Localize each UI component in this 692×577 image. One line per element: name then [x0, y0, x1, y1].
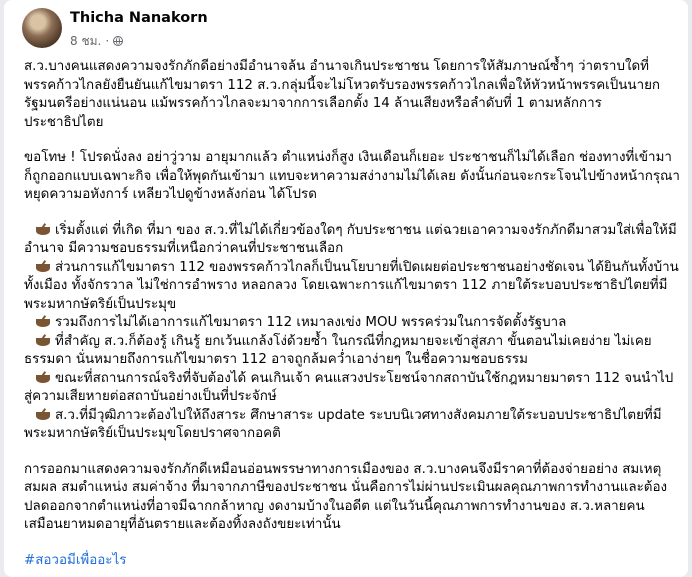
bowl-icon: [36, 262, 52, 272]
bullet-list: [24, 222, 680, 444]
hashtag-link[interactable]: #สอวอมีเพื่ออะไร: [24, 552, 127, 568]
post-paragraph: ขอโทษ ! โปรดนั่งลง อย่าวู่วาม อายุมากแล้ว ตำแหน่งก็สูง เงินเดือนก็เยอะ ประชาชนก็ไม่ได้เลือก ช่องทางที่เข้ามาก็ถูกออกแบบเฉพาะกิจ เพื่อให้พุดกันเข้ามา แทบจะหาความสง่างามไม่ได้เลย ดังนั้นก่อนจะกระโจนไปข้างหน้ากรุณาหยุดความอหังการ์ เหลียวไปดูข้างหลังก่อน ได้โปรด: [24, 150, 680, 202]
bowl-icon: [36, 410, 52, 420]
bullet-item: [24, 222, 680, 259]
post-meta: [70, 32, 123, 51]
post-content: [24, 58, 680, 570]
bullet-text: รวมถึงการไม่ได้เอาการแก้ไขมาตรา 112 เหมาลงเข่ง MOU พรรคร่วมในการจัดตั้งรัฐบาล: [55, 315, 567, 330]
bullet-item: [24, 333, 680, 370]
bullet-text: ขณะที่สถานการณ์จริงที่จับต้องได้ คนเกินเจ้า คนแสวงประโยชน์จากสถาบันใช้กฎหมายมาตรา 112 จนนำไปสู่ความเสียหายต่อสถาบันอย่างเป็นที่ประจักษ์: [24, 370, 674, 404]
post-time[interactable]: 8 ชม.: [70, 34, 102, 48]
bullet-item: [24, 314, 680, 333]
facebook-post: [4, 0, 688, 577]
bullet-text: เริ่มตั้งแต่ ที่เกิด ที่มา ของ ส.ว.ที่ไม่ได้เกี่ยวข้องใดๆ กับประชาชน แต่ฉวยเอาความจงรักภักดีมาสวมใส่เพื่อให้มีอำนาจ มีความชอบธรรมที่เหนือกว่าคนที่ประชาชนเลือก: [24, 222, 677, 256]
author-name[interactable]: Thicha Nanakorn: [70, 10, 208, 26]
bullet-text: ที่สำคัญ ส.ว.ก็ต้องรู้ เกินรู้ ยกเว้นแกล้งโง่ด้วยซ้ำ ในกรณีที่กฎหมายจะเข้าสู่สภา ขั้นตอนไม่เคยง่าย ไม่เคยธรรมดา นั่นหมายถึงการแก้ไขมาตรา 112 อาจถูกล้มคว่ำเอาง่ายๆ ในชื่อความชอบธรรม: [24, 333, 652, 367]
bowl-icon: [36, 336, 52, 346]
avatar[interactable]: [22, 8, 62, 48]
post-paragraph: ส.ว.บางคนแสดงความจงรักภักดีอย่างมีอำนาจล้น อำนาจเกินประชาชน โดยการให้สัมภาษณ์ซ้ำๆ ว่าตราบใดที่พรรคก้าวไกลยังยืนยันแก้ไขมาตรา 112 ส.ว.กลุ่มนี้จะไม่โหวตรับรองพรรคก้าวไกลเพื่อให้หัวหน้าพรรคเป็นนายกรัฐมนตรีอย่างแน่นอน แม้พรรคก้าวไกลจะมาจากการเลือกตั้ง 14 ล้านเสียงหรือลำดับที่ 1 ตามหลักการประชาธิปไตย: [24, 59, 661, 130]
bowl-icon: [36, 373, 52, 383]
bullet-item: [24, 370, 680, 407]
globe-icon[interactable]: [113, 36, 123, 46]
bullet-item: [24, 407, 680, 444]
separator-dot: ·: [105, 34, 110, 48]
bullet-item: [24, 259, 680, 315]
bowl-icon: [36, 317, 52, 327]
bullet-text: ส.ว.ที่มีวุฒิภาวะต้องไปให้ถึงสาระ ศึกษาสาระ update ระบบนิเวศทางสังคมภายใต้ระบอบประชาธิปไตยที่มีพระมหากษัตริย์เป็นประมุขโดยปราศจากอคติ: [24, 407, 662, 441]
bullet-text: ส่วนการแก้ไขมาตรา 112 ของพรรคก้าวไกลก็เป็นนโยบายที่เปิดเผยต่อประชาชนอย่างชัดเจน ได้ยินกันทั้งบ้าน ทั้งเมือง ทั้งจักรวาล ไม่ใช่การอำพราง หลอกลวง โดยเฉพาะการแก้ไขมาตรา 112 ภายใต้ระบอบประชาธิปไตยที่มีพระมหากษัตริย์เป็นประมุข: [24, 259, 679, 312]
bowl-icon: [36, 225, 52, 235]
post-paragraph: การออกมาแสดงความจงรักภักดีเหมือนอ่อนพรรษาทางการเมืองของ ส.ว.บางคนจึงมีราคาที่ต้องจ่ายอย่าง สมเหตุ สมผล สมตำแหน่ง สมค่าจ้าง ที่มาจากภาษีของประชาชน นั่นคือการไม่ผ่านประเมินผลคุณภาพการทำงานและต้องปลดออกจากตำแหน่งที่อาจมีฉากกล้าหาญ งดงามบ้างในอดีต แต่ในวันนี้คุณภาพการทำงานของ ส.ว.หลายคนเสมือนยาหมดอายุที่อันตรายและต้องทิ้งลงถังขยะเท่านั้น: [24, 461, 668, 532]
